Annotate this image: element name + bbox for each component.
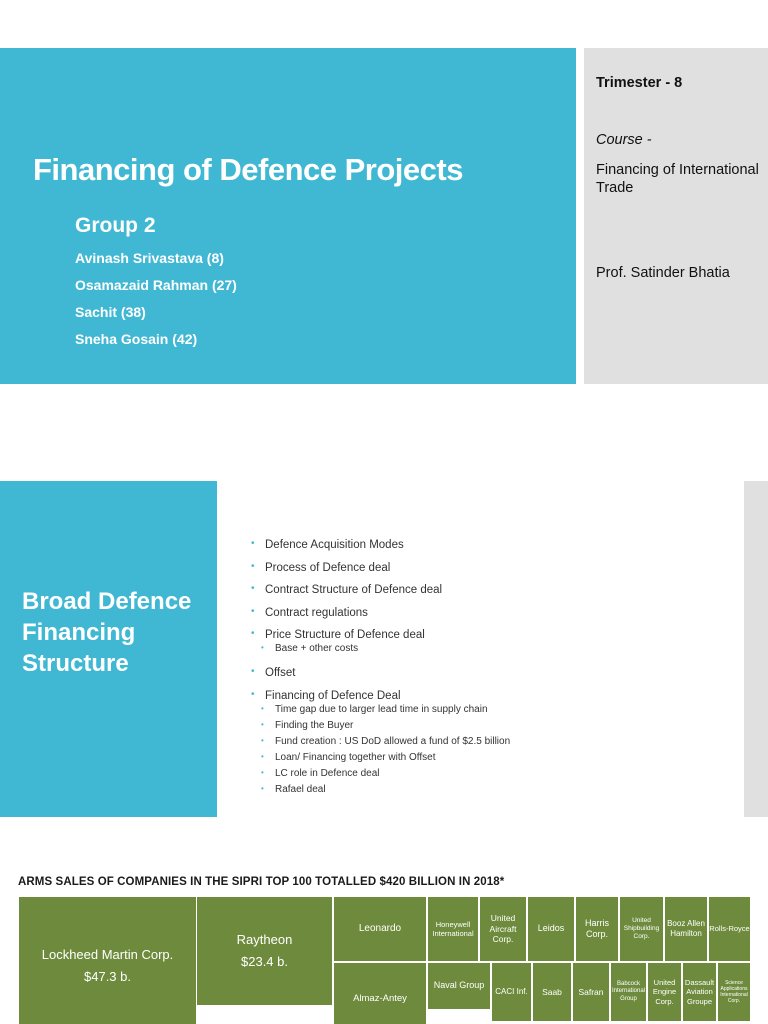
bullet-icon: • [261, 703, 264, 713]
section-heading: Broad Defence Financing Structure [22, 588, 192, 677]
member-list [75, 249, 237, 357]
treemap-tile-label: CACI Inf. [495, 987, 528, 996]
bullet-icon: • [251, 583, 255, 594]
bullet-icon: • [261, 735, 264, 745]
treemap-tile-label: Raytheon [236, 931, 293, 947]
treemap-tile-label: United Shipbuilding Corp. [623, 916, 660, 941]
bullet-icon: • [261, 784, 264, 794]
treemap-tile [575, 896, 619, 962]
bullet-icon: • [251, 605, 255, 617]
sub-list-item [251, 736, 510, 752]
list-item-text: Process of Defence deal [265, 561, 391, 574]
list-item [251, 628, 510, 643]
chart-title: ARMS SALES OF COMPANIES IN THE SIPRI TOP 100 TOTALLED $420 BILLION IN 2018* [18, 876, 505, 888]
list-item-text: Contract regulations [265, 606, 368, 619]
sub-list-item-text: LC role in Defence deal [275, 768, 380, 780]
sub-list-item [251, 643, 510, 666]
bullet-icon: • [251, 666, 255, 677]
bullet-icon: • [251, 538, 255, 549]
treemap-tile [491, 962, 532, 1022]
treemap-tile-label: Harris Corp. [585, 917, 609, 939]
title-panel [0, 48, 576, 384]
list-item [251, 561, 510, 584]
treemap-tile-label: Almaz-Antey [353, 993, 407, 1005]
sub-list-item-text: Time gap due to larger lead time in supply chain [275, 703, 488, 715]
sub-list-item [251, 784, 510, 800]
treemap-tile-label: Naval Group [433, 980, 485, 991]
bullet-icon: • [261, 752, 264, 762]
professor-name: Prof. Satinder Bhatia [596, 265, 730, 281]
sub-list-item-text: Fund creation : US DoD allowed a fund of $2.5 billion [275, 735, 511, 747]
bullet-icon: • [261, 719, 264, 729]
course-name: Financing of International Trade [596, 162, 759, 196]
course-label: Course - [596, 132, 652, 148]
sub-list-item-text: Finding the Buyer [275, 719, 354, 731]
sub-list-item [251, 768, 510, 784]
treemap-tile-label: Leidos [537, 923, 565, 934]
sub-list-item [251, 752, 510, 768]
treemap-tile-label: Saab [542, 986, 562, 997]
sub-list-item [251, 704, 510, 720]
treemap-tile [196, 896, 333, 1006]
treemap-tile [333, 962, 427, 1024]
sub-list-item-text: Base + other costs [275, 643, 359, 654]
trimester-label: Trimester - 8 [596, 75, 683, 91]
presentation-title: Financing of Defence Projects [33, 152, 463, 187]
treemap-tile [682, 962, 717, 1022]
list-item [251, 538, 510, 561]
treemap-tile [708, 896, 751, 962]
bullet-icon: • [251, 688, 255, 700]
topic-list [251, 538, 510, 801]
list-item-text: Defence Acquisition Modes [265, 539, 404, 551]
treemap-tile [532, 962, 572, 1022]
sub-list-item-text: Rafael deal [275, 784, 326, 796]
treemap-tile [427, 962, 491, 1010]
group-name: Group 2 [75, 214, 156, 237]
sub-list-item-text: Loan/ Financing together with Offset [275, 752, 436, 764]
treemap-tile-value: $47.3 b. [84, 969, 131, 984]
treemap-tile [610, 962, 647, 1022]
treemap-tile [333, 896, 427, 962]
list-item [251, 689, 510, 704]
course-info-panel [584, 48, 768, 384]
bullet-icon: • [251, 628, 255, 639]
member-item: Osamazaid Rahman (27) [75, 277, 237, 293]
bullet-icon: • [251, 560, 255, 572]
treemap-tile-label: Leonardo [358, 922, 402, 934]
treemap-tile [427, 896, 479, 962]
section-heading-panel [0, 481, 217, 817]
treemap-tile [572, 962, 610, 1022]
list-item [251, 583, 510, 606]
treemap-tile-label: Safran [578, 986, 604, 997]
treemap-tile-label: Science Applications International Corp. [720, 979, 748, 1005]
member-item: Sneha Gosain (42) [75, 331, 198, 347]
treemap-tile-label: Honeywell International [432, 919, 474, 938]
treemap-tile [479, 896, 527, 962]
bullet-icon: • [261, 643, 264, 652]
bullet-icon: • [261, 768, 264, 778]
list-item [251, 666, 510, 689]
list-item-text: Financing of Defence Deal [265, 689, 401, 702]
list-item-text: Contract Structure of Defence deal [265, 584, 443, 596]
treemap-tile [664, 896, 708, 962]
sub-list-item [251, 720, 510, 736]
member-item: Sachit (38) [75, 304, 146, 320]
treemap-tile-label: Rolls-Royce [709, 924, 750, 934]
treemap-tile [717, 962, 751, 1022]
treemap-tile-label: Babcock International Group [611, 980, 646, 1002]
member-item: Avinash Srivastava (8) [75, 250, 224, 266]
treemap-tile [18, 896, 197, 1024]
treemap-tile-value: $23.4 b. [241, 954, 288, 969]
treemap-tile [647, 962, 682, 1022]
treemap-tile-label: Booz Allen Hamilton [667, 919, 705, 938]
treemap-tile-label: United Engine Corp. [652, 977, 677, 1006]
treemap-tile-label: Dassault Aviation Groupe [684, 977, 715, 1006]
treemap-tile-label: Lockheed Martin Corp. [41, 946, 174, 962]
list-item-text: Offset [265, 667, 296, 679]
treemap-tile [619, 896, 664, 962]
treemap-tile-label: United Aircraft Corp. [489, 913, 517, 945]
list-item-text: Price Structure of Defence deal [265, 629, 425, 641]
treemap-tile [527, 896, 575, 962]
list-item [251, 606, 510, 629]
side-strip [744, 481, 768, 817]
